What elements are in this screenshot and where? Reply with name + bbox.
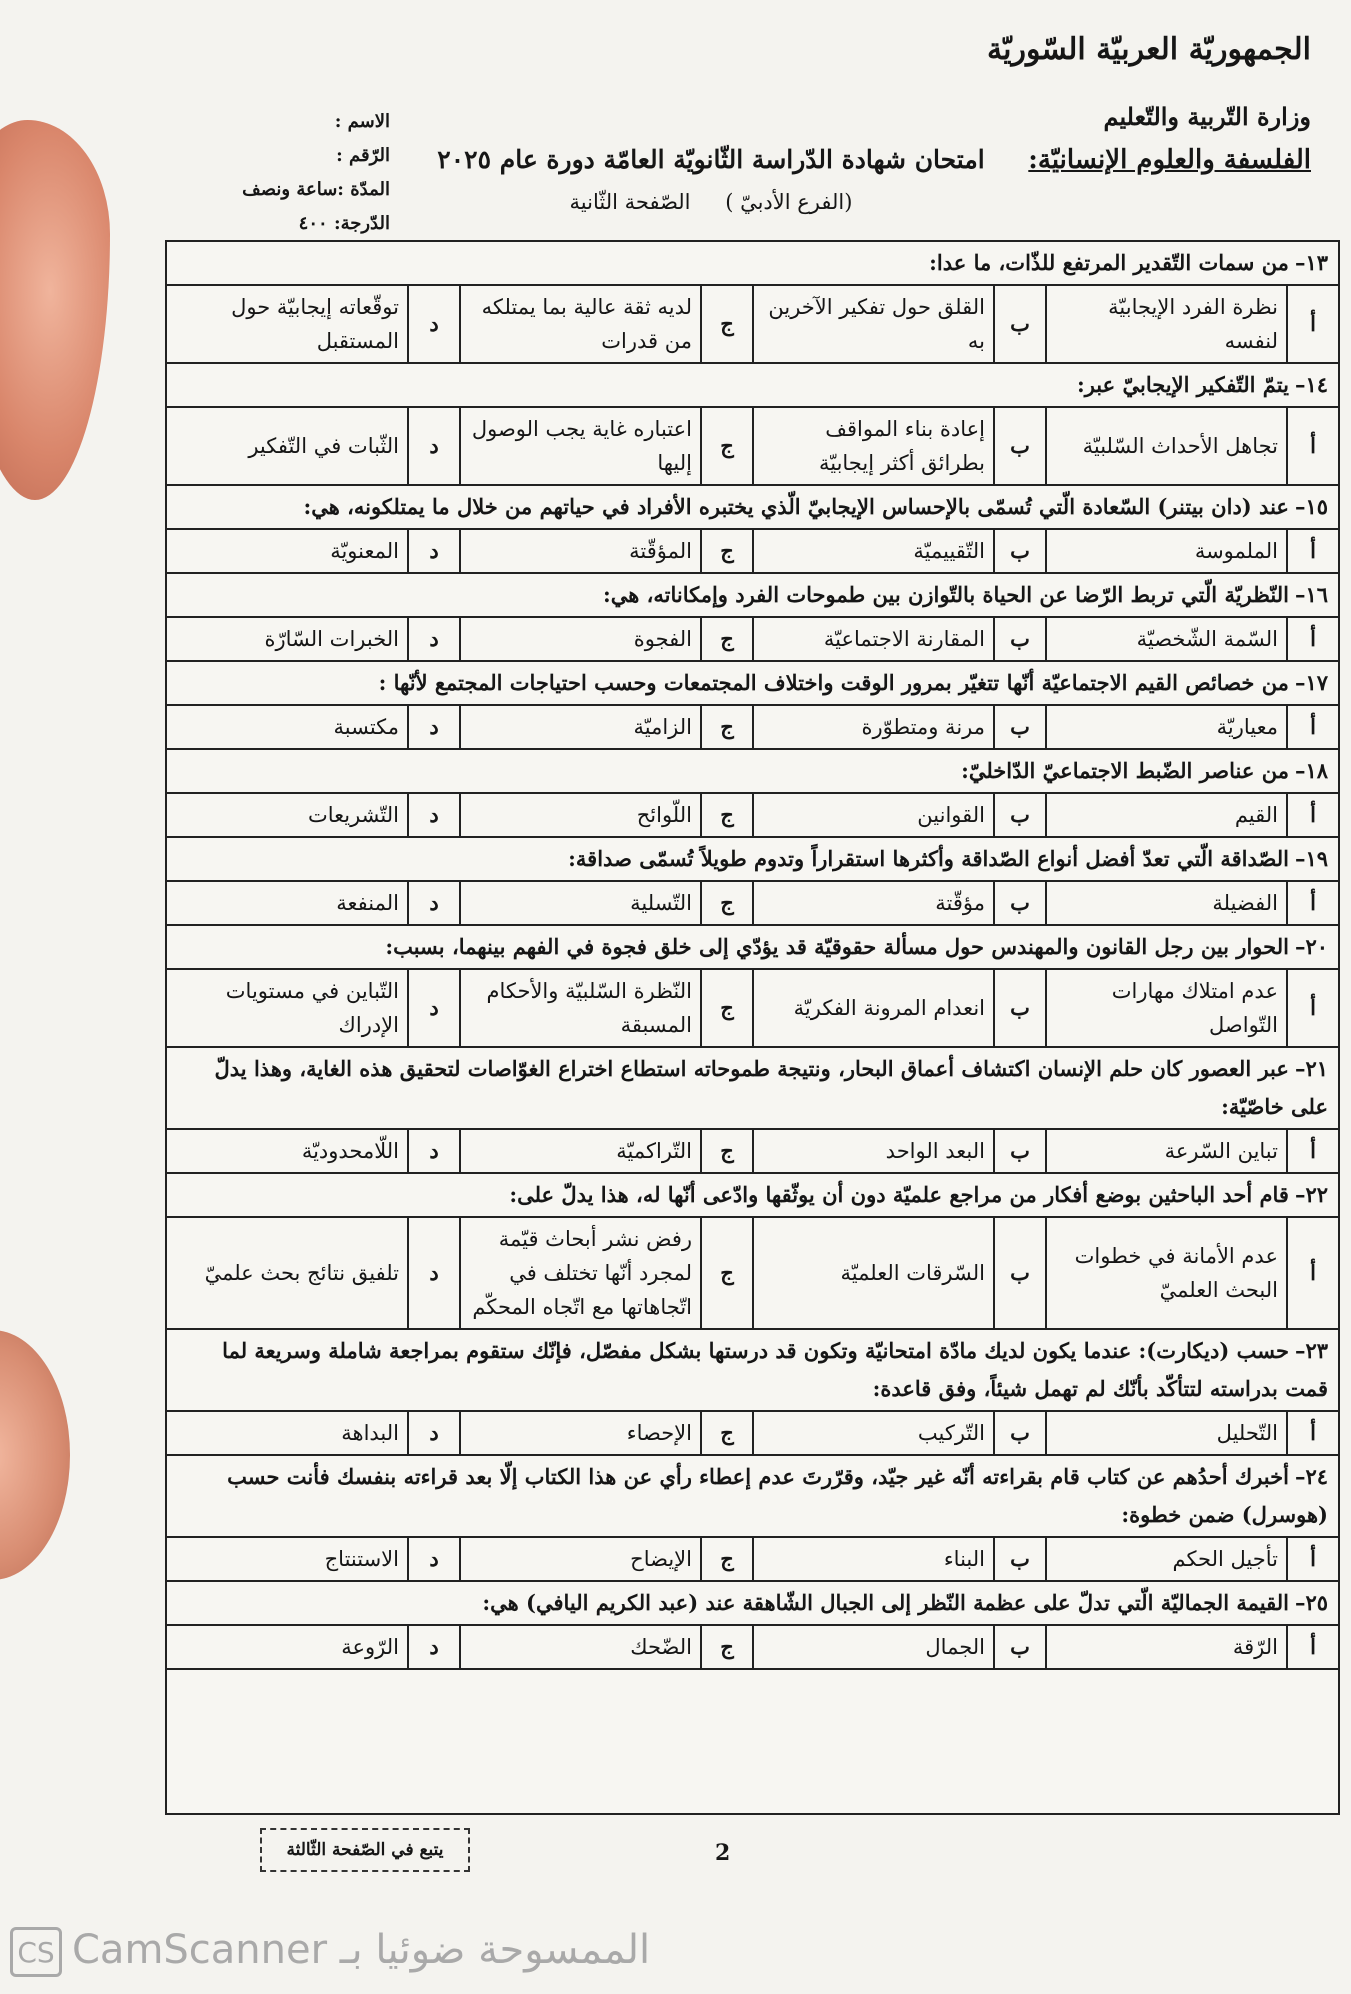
question-block — [167, 1048, 1338, 1174]
option-text: التّركيب — [753, 1412, 994, 1454]
question-stem: من خصائص القيم الاجتماعيّة أنّها تتغيّر بمرور الوقت واختلاف المجتمعات وحسب احتياجات المجتمع لأنّها : — [378, 670, 1289, 695]
question-text — [167, 364, 1338, 408]
option-letter: أ — [1287, 882, 1338, 924]
options-row — [167, 1130, 1338, 1172]
question-stem: عبر العصور كان حلم الإنسان اكتشاف أعماق البحار، ونتيجة طموحاته استطاع اختراع الغوّاصات لتحقيق هذه الغاية، وهذا يدلّ على خاصّيّة: — [214, 1056, 1328, 1119]
options-row — [167, 706, 1338, 748]
options-row — [167, 1626, 1338, 1668]
finger-top — [0, 120, 110, 500]
option-letter: د — [408, 408, 460, 484]
question-block — [167, 1582, 1338, 1670]
question-number: ٢٤– — [1294, 1464, 1328, 1489]
question-stem: الحوار بين رجل القانون والمهندس حول مسألة حقوقيّة قد يؤدّي إلى خلق فجوة في الفهم بينهما، بسبب: — [385, 934, 1289, 959]
exam-header — [160, 30, 1311, 240]
question-stem: الصّداقة الّتي تعدّ أفضل أنواع الصّداقة وأكثرها استقراراً وتدوم طويلاً تُسمّى صداقة: — [568, 846, 1289, 871]
option-letter: د — [408, 970, 460, 1046]
option-letter: ج — [701, 286, 753, 362]
option-text: معياريّة — [1046, 706, 1287, 748]
option-letter: أ — [1287, 618, 1338, 660]
option-letter: أ — [1287, 706, 1338, 748]
option-letter: ج — [701, 530, 753, 572]
option-text: القوانين — [753, 794, 994, 836]
options-row — [167, 408, 1338, 484]
scanner-watermark — [10, 1920, 760, 1980]
question-text — [167, 750, 1338, 794]
option-letter: د — [408, 1626, 460, 1668]
option-text: اعتباره غاية يجب الوصول إليها — [460, 408, 701, 484]
exam-title: امتحان شهادة الدّراسة الثّانويّة العامّة دورة عام ٢٠٢٥ — [437, 145, 985, 174]
question-number: ٢٣– — [1294, 1338, 1328, 1363]
question-number: ٢٢– — [1294, 1182, 1328, 1207]
question-number: ٢٥– — [1294, 1590, 1328, 1615]
question-number: ٢١– — [1294, 1056, 1328, 1081]
option-letter: ج — [701, 706, 753, 748]
question-number: ١٧– — [1294, 670, 1328, 695]
question-block — [167, 926, 1338, 1048]
option-letter: د — [408, 1412, 460, 1454]
grade-label: الدّرجة: ٤٠٠ — [298, 213, 390, 234]
option-letter: ب — [994, 530, 1046, 572]
option-letter: أ — [1287, 1626, 1338, 1668]
option-letter: ج — [701, 618, 753, 660]
option-letter: د — [408, 286, 460, 362]
question-number: ١٣– — [1294, 250, 1328, 275]
question-stem: القيمة الجماليّة الّتي تدلّ على عظمة النّظر إلى الجبال الشّاهقة عند (عبد الكريم اليافي) هي: — [482, 1590, 1289, 1615]
option-text: المؤقّتة — [460, 530, 701, 572]
option-letter: ب — [994, 1218, 1046, 1328]
option-letter: أ — [1287, 970, 1338, 1046]
camscanner-logo: CS — [10, 1927, 62, 1977]
question-text — [167, 1582, 1338, 1626]
option-text: النّظرة السّلبيّة والأحكام المسبقة — [460, 970, 701, 1046]
option-letter: ب — [994, 794, 1046, 836]
option-text: الخبرات السّارّة — [264, 627, 399, 651]
option-letter: أ — [1287, 1218, 1338, 1328]
option-letter: ب — [994, 882, 1046, 924]
option-text: التّسلية — [460, 882, 701, 924]
question-text — [167, 838, 1338, 882]
option-text: الرّوعة — [341, 1635, 399, 1659]
option-text: الزاميّة — [460, 706, 701, 748]
option-text: مكتسبة — [333, 715, 399, 739]
student-info — [190, 105, 390, 241]
option-letter: ج — [701, 882, 753, 924]
option-letter: أ — [1287, 794, 1338, 836]
option-text: مؤقّتة — [753, 882, 994, 924]
options-row — [167, 1412, 1338, 1454]
question-block — [167, 486, 1338, 574]
question-number: ١٩– — [1294, 846, 1328, 871]
option-letter: أ — [1287, 1130, 1338, 1172]
option-letter: ج — [701, 1218, 753, 1328]
option-text: انعدام المرونة الفكريّة — [753, 970, 994, 1046]
header-authority — [987, 30, 1311, 175]
option-letter: د — [408, 882, 460, 924]
option-letter: ب — [994, 1412, 1046, 1454]
option-letter: ب — [994, 970, 1046, 1046]
option-text: الإحصاء — [460, 1412, 701, 1454]
question-stem: قام أحد الباحثين بوضع أفكار من مراجع علميّة دون أن يوثّقها وادّعى أنّها له، هذا يدلّ على: — [509, 1182, 1289, 1207]
exam-title-block — [401, 145, 1021, 214]
option-text: البداهة — [341, 1421, 399, 1445]
option-text: الفضيلة — [1046, 882, 1287, 924]
option-letter: ب — [994, 286, 1046, 362]
question-text — [167, 926, 1338, 970]
question-text — [167, 486, 1338, 530]
option-text: التّراكميّة — [460, 1130, 701, 1172]
option-text: تباين السّرعة — [1046, 1130, 1287, 1172]
options-row — [167, 970, 1338, 1046]
question-number: ١٦– — [1294, 582, 1328, 607]
question-text — [167, 574, 1338, 618]
branch-label: (الفرع الأدبيّ ) — [725, 190, 853, 214]
question-block — [167, 662, 1338, 750]
page-label: الصّفحة الثّانية — [569, 190, 691, 214]
option-text: الجمال — [753, 1626, 994, 1668]
page-number: 2 — [715, 1840, 731, 1866]
option-text: الثّبات في التّفكير — [248, 434, 399, 458]
question-block — [167, 242, 1338, 364]
option-text: السّرقات العلميّة — [753, 1218, 994, 1328]
option-text: القيم — [1046, 794, 1287, 836]
option-text: البعد الواحد — [753, 1130, 994, 1172]
country-name: الجمهوريّة العربيّة السّوريّة — [987, 32, 1311, 67]
question-number: ١٥– — [1294, 494, 1328, 519]
option-text: عدم الأمانة في خطوات البحث العلميّ — [1046, 1218, 1287, 1328]
option-text: مرنة ومتطوّرة — [753, 706, 994, 748]
finger-bottom — [0, 1330, 70, 1580]
option-text: الرّقة — [1046, 1626, 1287, 1668]
option-text: لديه ثقة عالية بما يمتلكه من قدرات — [460, 286, 701, 362]
option-letter: أ — [1287, 530, 1338, 572]
option-letter: د — [408, 530, 460, 572]
number-label: الرّقم : — [336, 145, 390, 166]
options-row — [167, 286, 1338, 362]
question-stem: عند (دان بيتنر) السّعادة الّتي تُسمّى بالإحساس الإيجابيّ الّذي يختبره الأفراد في حياتهم من خلال ما يمتلكونه، هي: — [303, 494, 1289, 519]
option-text: تلفيق نتائج بحث علميّ — [204, 1261, 399, 1285]
option-text: رفض نشر أبحاث قيّمة لمجرد أنّها تختلف في اتّجاهاتها مع اتّجاه المحكّم — [460, 1218, 701, 1328]
question-stem: النّظريّة الّتي تربط الرّضا عن الحياة بالتّوازن بين طموحات الفرد وإمكاناته، هي: — [602, 582, 1289, 607]
option-text: الفجوة — [460, 618, 701, 660]
option-letter: د — [408, 1130, 460, 1172]
option-letter: د — [408, 706, 460, 748]
option-letter: ج — [701, 970, 753, 1046]
option-letter: ج — [701, 1538, 753, 1580]
question-block — [167, 838, 1338, 926]
option-text: القلق حول تفكير الآخرين به — [753, 286, 994, 362]
question-stem: يتمّ التّفكير الإيجابيّ عبر: — [1076, 372, 1289, 397]
option-letter: ج — [701, 1412, 753, 1454]
scanner-arabic-text: الممسوحة ضوئيا بـ — [339, 1927, 651, 1973]
options-row — [167, 1218, 1338, 1328]
option-text: تأجيل الحكم — [1046, 1538, 1287, 1580]
option-letter: ب — [994, 1626, 1046, 1668]
option-text: عدم امتلاك مهارات التّواصل — [1046, 970, 1287, 1046]
option-letter: ج — [701, 1626, 753, 1668]
options-row — [167, 618, 1338, 660]
option-letter: ب — [994, 1130, 1046, 1172]
option-text: توقّعاته إيجابيّة حول المستقبل — [231, 295, 399, 353]
scanner-brand: CamScanner — [72, 1927, 328, 1973]
question-number: ٢٠– — [1294, 934, 1328, 959]
option-text: التّحليل — [1046, 1412, 1287, 1454]
subject-title: الفلسفة والعلوم الإنسانيّة: — [1028, 145, 1311, 175]
option-letter: ج — [701, 408, 753, 484]
option-letter: ج — [701, 1130, 753, 1172]
question-block — [167, 364, 1338, 486]
question-number: ١٨– — [1294, 758, 1328, 783]
question-text — [167, 1174, 1338, 1218]
option-letter: ب — [994, 706, 1046, 748]
option-letter: د — [408, 1218, 460, 1328]
option-letter: أ — [1287, 408, 1338, 484]
option-letter: ب — [994, 1538, 1046, 1580]
option-letter: د — [408, 618, 460, 660]
option-text: التّشريعات — [307, 803, 399, 827]
option-letter: ب — [994, 408, 1046, 484]
option-text: المقارنة الاجتماعيّة — [753, 618, 994, 660]
options-row — [167, 1538, 1338, 1580]
question-stem: أخبرك أحدُهم عن كتاب قام بقراءته أنّه غير جيّد، وقرّرتَ عدم إعطاء رأي عن هذا الكتاب إلّا بعد قراءته بنفسك فأنت حسب (هوسرل) ضمن خطوة: — [227, 1464, 1328, 1527]
option-letter: أ — [1287, 1412, 1338, 1454]
option-letter: د — [408, 794, 460, 836]
duration-label: المدّة :ساعة ونصف — [242, 179, 390, 200]
question-stem: حسب (ديكارت): عندما يكون لديك مادّة امتحانيّة وتكون قد درستها بشكل مفصّل، فإنّك ستقوم بمراجعة شاملة وسريعة لما قمت بدراسته لتتأكّد بأنّك لم تهمل شيئاً، وفق قاعدة: — [222, 1338, 1328, 1401]
option-text: المنفعة — [336, 891, 399, 915]
option-text: اللّامحدوديّة — [301, 1139, 399, 1163]
question-number: ١٤– — [1294, 372, 1328, 397]
option-text: السّمة الشّخصيّة — [1046, 618, 1287, 660]
question-text — [167, 1048, 1338, 1130]
option-letter: أ — [1287, 286, 1338, 362]
option-text: الضّحك — [460, 1626, 701, 1668]
option-text: البناء — [753, 1538, 994, 1580]
continue-note: يتبع في الصّفحة الثّالثة — [260, 1828, 470, 1872]
option-text: المعنويّة — [330, 539, 399, 563]
question-stem: من عناصر الضّبط الاجتماعيّ الدّاخليّ: — [961, 758, 1289, 783]
option-text: التّقييميّة — [753, 530, 994, 572]
option-text: نظرة الفرد الإيجابيّة لنفسه — [1046, 286, 1287, 362]
options-row — [167, 882, 1338, 924]
option-text: إعادة بناء المواقف بطرائق أكثر إيجابيّة — [753, 408, 994, 484]
question-stem: من سمات التّقدير المرتفع للذّات، ما عدا: — [929, 250, 1289, 275]
name-label: الاسم : — [334, 111, 390, 132]
question-text — [167, 1330, 1338, 1412]
option-text: تجاهل الأحداث السّلبيّة — [1046, 408, 1287, 484]
question-text — [167, 662, 1338, 706]
option-letter: أ — [1287, 1538, 1338, 1580]
option-text: اللّوائح — [460, 794, 701, 836]
option-letter: ج — [701, 794, 753, 836]
question-text — [167, 1456, 1338, 1538]
question-block — [167, 1456, 1338, 1582]
question-block — [167, 1174, 1338, 1330]
question-block — [167, 574, 1338, 662]
branch-line — [401, 190, 1021, 214]
ministry-name: وزارة التّربية والتّعليم — [1103, 102, 1311, 131]
options-row — [167, 794, 1338, 836]
question-block — [167, 750, 1338, 838]
option-letter: ب — [994, 618, 1046, 660]
option-text: الإيضاح — [460, 1538, 701, 1580]
question-text — [167, 242, 1338, 286]
option-text: الملموسة — [1046, 530, 1287, 572]
option-text: التّباين في مستويات الإدراك — [225, 979, 399, 1037]
options-row — [167, 530, 1338, 572]
option-text: الاستنتاج — [324, 1547, 399, 1571]
option-letter: د — [408, 1538, 460, 1580]
question-block — [167, 1330, 1338, 1456]
questions-table — [165, 240, 1340, 1815]
